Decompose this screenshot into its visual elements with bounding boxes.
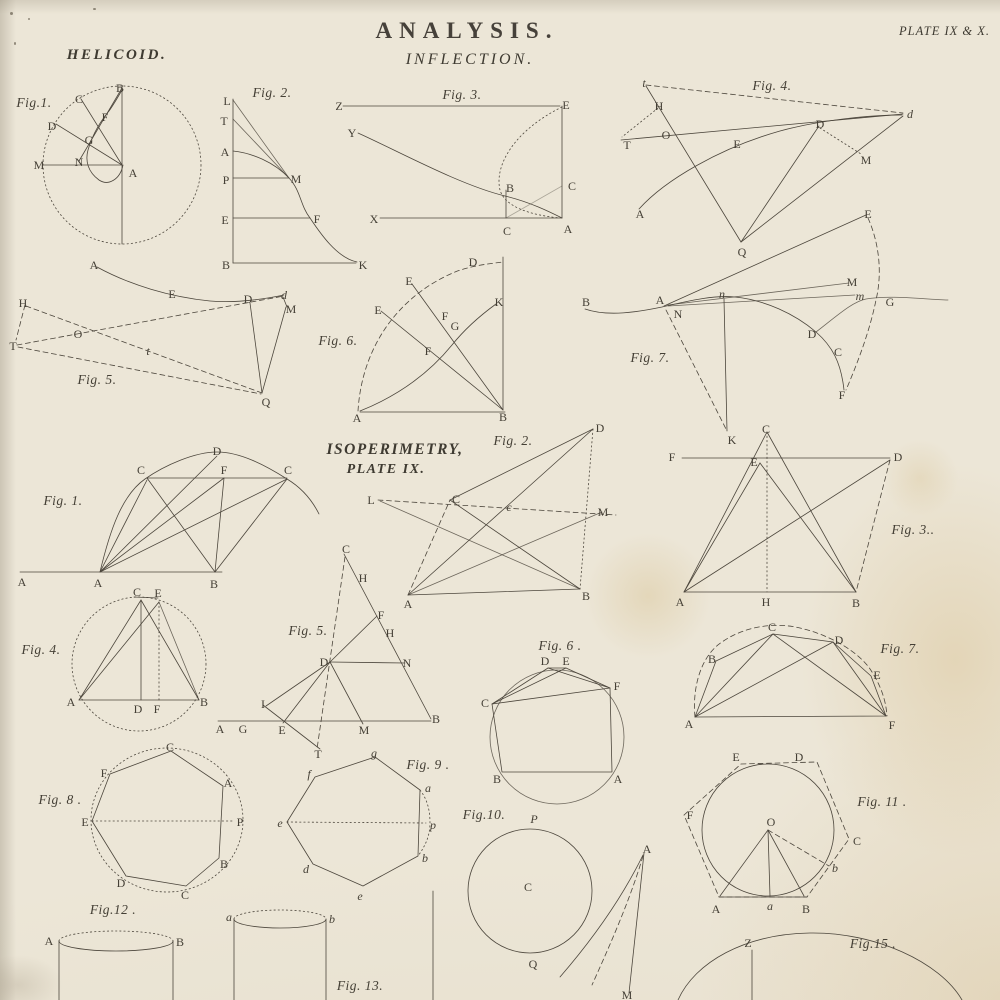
figure-line bbox=[744, 936, 896, 951]
figure-line bbox=[492, 668, 612, 772]
figure-line bbox=[773, 634, 886, 716]
figure-line bbox=[684, 762, 849, 897]
figure-line bbox=[684, 460, 890, 592]
figure-line bbox=[59, 931, 173, 941]
fig-inflection-2 bbox=[220, 85, 367, 272]
figure-line bbox=[92, 751, 223, 886]
figure-line bbox=[408, 512, 602, 595]
figure-line bbox=[287, 822, 426, 823]
point-label: A bbox=[563, 222, 573, 236]
point-label: D bbox=[47, 119, 57, 133]
figure-line bbox=[100, 480, 147, 572]
point-label: b bbox=[329, 912, 335, 926]
point-label: E bbox=[873, 668, 881, 682]
point-label: t bbox=[146, 344, 150, 358]
section-inflection-title: INFLECTION. bbox=[405, 51, 535, 68]
point-label: E bbox=[374, 303, 382, 317]
point-label: K bbox=[358, 258, 368, 272]
point-label: Q bbox=[528, 957, 538, 971]
point-label: D bbox=[794, 750, 804, 764]
figure-caption: Fig.12 . bbox=[89, 902, 137, 917]
point-label: M bbox=[860, 153, 872, 167]
figure-line bbox=[380, 501, 580, 589]
point-label: F bbox=[377, 608, 385, 622]
point-label: d bbox=[281, 288, 287, 302]
point-label: T bbox=[9, 339, 17, 353]
figure-caption: Fig. 1. bbox=[43, 493, 83, 508]
figure-caption: Fig. 2. bbox=[493, 433, 533, 448]
figure-line bbox=[687, 750, 907, 916]
point-label: H bbox=[385, 626, 395, 640]
point-label: M bbox=[33, 158, 45, 172]
point-label: c bbox=[506, 500, 512, 514]
point-label: T bbox=[314, 747, 322, 761]
figure-line bbox=[283, 662, 330, 723]
fig-helicoid-1 bbox=[15, 81, 201, 244]
figure-caption: Fig. 7. bbox=[880, 641, 920, 656]
point-label: C bbox=[567, 179, 577, 193]
figure-line bbox=[250, 303, 262, 393]
figure-line bbox=[9, 258, 296, 409]
figure-line bbox=[100, 478, 224, 572]
fig-isoperimetry-6 bbox=[481, 638, 624, 804]
figure-line bbox=[695, 634, 773, 717]
point-label: C bbox=[502, 224, 512, 238]
point-label: Y bbox=[347, 126, 357, 140]
fig-isoperimetry-2 bbox=[367, 421, 616, 611]
point-label: C bbox=[451, 492, 461, 506]
point-label: A bbox=[635, 207, 645, 221]
point-label: M bbox=[621, 988, 633, 1000]
figure-line bbox=[26, 306, 262, 393]
figure-line bbox=[262, 307, 286, 393]
point-label: t bbox=[642, 76, 646, 90]
point-label: E bbox=[168, 287, 176, 301]
point-label: P bbox=[530, 812, 538, 826]
figure-line bbox=[330, 616, 377, 662]
figure-line bbox=[358, 133, 562, 218]
point-label: B bbox=[219, 857, 229, 871]
point-label: C bbox=[833, 345, 843, 359]
point-label: G bbox=[84, 133, 94, 147]
point-label: O bbox=[766, 815, 776, 829]
page-title: ANALYSIS. bbox=[375, 18, 559, 43]
point-label: D bbox=[212, 444, 222, 458]
point-label: B bbox=[209, 577, 219, 591]
point-label: f bbox=[307, 767, 311, 781]
figure-line bbox=[767, 432, 856, 592]
point-label: L bbox=[367, 493, 375, 507]
point-label: H bbox=[358, 571, 368, 585]
figure-line bbox=[622, 108, 658, 137]
point-label: D bbox=[595, 421, 605, 435]
figure-line bbox=[408, 500, 450, 595]
figure-line bbox=[141, 600, 199, 700]
point-label: L bbox=[223, 94, 231, 108]
figure-line bbox=[16, 305, 25, 340]
figure-line bbox=[216, 542, 440, 761]
point-label: D bbox=[807, 327, 817, 341]
plate-reference: PLATE IX & X. bbox=[898, 24, 990, 38]
point-label: H bbox=[654, 99, 664, 113]
figure-line bbox=[490, 670, 624, 804]
figure-line bbox=[820, 128, 861, 154]
point-label: C bbox=[180, 888, 190, 902]
figure-line bbox=[629, 853, 644, 993]
point-label: d bbox=[303, 862, 309, 876]
point-label: X bbox=[369, 212, 379, 226]
figure-line bbox=[669, 422, 935, 610]
point-label: a bbox=[226, 910, 232, 924]
point-label: F bbox=[613, 679, 621, 693]
fig-isoperimetry-8 bbox=[38, 740, 244, 902]
point-label: D bbox=[834, 633, 844, 647]
figure-line bbox=[215, 478, 224, 572]
point-label: F bbox=[100, 766, 108, 780]
figure-line bbox=[317, 557, 345, 749]
point-label: M bbox=[846, 275, 858, 289]
point-label: Z bbox=[335, 99, 343, 113]
point-label: A bbox=[684, 717, 694, 731]
figure-line bbox=[330, 662, 405, 663]
point-label: O bbox=[73, 327, 83, 341]
section-isoperimetry-title: ISOPERIMETRY, bbox=[326, 441, 464, 458]
figure-line bbox=[358, 262, 503, 411]
point-label: G bbox=[450, 319, 460, 333]
figure-line bbox=[585, 297, 844, 390]
fig-inflection-4 bbox=[621, 76, 914, 259]
point-label: A bbox=[89, 258, 99, 272]
fig-inflection-3 bbox=[335, 87, 576, 238]
fig-inflection-6 bbox=[317, 255, 507, 425]
point-label: A bbox=[220, 145, 230, 159]
point-label: B bbox=[199, 695, 209, 709]
point-label: D bbox=[319, 655, 329, 669]
point-label: A bbox=[128, 166, 138, 180]
figure-line bbox=[582, 207, 895, 447]
figure-line bbox=[668, 295, 855, 306]
figure-line bbox=[846, 218, 879, 390]
point-label: C bbox=[132, 585, 142, 599]
point-label: D bbox=[815, 117, 825, 131]
point-label: C bbox=[523, 880, 533, 894]
fig-isoperimetry-3 bbox=[669, 422, 935, 610]
fig-isoperimetry-5 bbox=[216, 542, 440, 761]
point-label: Z bbox=[744, 936, 752, 950]
point-label: C bbox=[761, 422, 771, 436]
figure-line bbox=[226, 910, 383, 993]
point-label: m bbox=[855, 289, 865, 303]
figure-line bbox=[159, 602, 199, 700]
figure-line bbox=[79, 600, 141, 700]
figure-caption: Fig. 3. bbox=[442, 87, 482, 102]
point-label: B bbox=[505, 181, 515, 195]
fig-inflection-7 bbox=[582, 207, 948, 447]
fig-isoperimetry-1 bbox=[18, 444, 319, 591]
point-label: a bbox=[767, 899, 773, 913]
figure-line bbox=[768, 830, 804, 896]
point-label: B bbox=[801, 902, 811, 916]
point-label: E bbox=[750, 455, 758, 469]
figure-line bbox=[59, 941, 173, 951]
point-label: n bbox=[719, 287, 725, 301]
point-label: C bbox=[480, 696, 490, 710]
point-label: M bbox=[597, 505, 609, 519]
figure-line bbox=[666, 310, 727, 431]
point-label: E bbox=[221, 213, 229, 227]
figure-line bbox=[684, 463, 760, 592]
point-label: A bbox=[711, 902, 721, 916]
point-label: B bbox=[581, 589, 591, 603]
point-label: A bbox=[675, 595, 685, 609]
point-label: M bbox=[290, 172, 302, 186]
point-label: F bbox=[220, 463, 228, 477]
figure-line bbox=[233, 119, 289, 178]
figure-line bbox=[481, 638, 623, 786]
point-label: H bbox=[761, 595, 771, 609]
point-label: D bbox=[133, 702, 143, 716]
point-label: B bbox=[431, 712, 441, 726]
point-label: M bbox=[285, 302, 297, 316]
point-label: B bbox=[851, 596, 861, 610]
figure-caption: Fig. 4. bbox=[21, 642, 61, 657]
figure-line bbox=[97, 267, 284, 302]
figure-line bbox=[378, 500, 616, 515]
point-label: g bbox=[371, 746, 377, 760]
point-label: K bbox=[494, 295, 504, 309]
point-label: d bbox=[907, 107, 913, 121]
figure-line bbox=[724, 299, 727, 431]
point-label: B bbox=[498, 410, 508, 424]
figure-line bbox=[560, 855, 643, 977]
figure-line bbox=[623, 76, 914, 259]
point-label: D bbox=[468, 255, 478, 269]
point-label: N bbox=[402, 656, 412, 670]
figure-line bbox=[462, 807, 539, 971]
point-label: C bbox=[74, 92, 84, 106]
figure-line bbox=[450, 500, 580, 589]
figure-line bbox=[768, 830, 829, 866]
point-label: P bbox=[236, 815, 244, 829]
point-label: e bbox=[357, 889, 363, 903]
figure-caption: Fig.1. bbox=[16, 95, 52, 110]
point-label: D bbox=[893, 450, 903, 464]
figure-line bbox=[330, 662, 363, 724]
figure-line bbox=[678, 933, 962, 1000]
point-label: H bbox=[18, 296, 28, 310]
point-label: E bbox=[733, 137, 741, 151]
point-label: M bbox=[358, 723, 370, 737]
figure-line bbox=[506, 186, 562, 218]
point-label: D bbox=[243, 292, 253, 306]
fig-isoperimetry-4 bbox=[20, 585, 208, 731]
point-label: F bbox=[668, 450, 676, 464]
figure-line bbox=[233, 151, 357, 262]
point-label: T bbox=[220, 114, 228, 128]
point-label: A bbox=[655, 293, 665, 307]
figure-caption: Fig.15 . bbox=[849, 936, 897, 951]
figure-caption: Fig. 9 . bbox=[406, 757, 450, 772]
figure-line bbox=[367, 421, 608, 611]
point-label: C bbox=[767, 620, 777, 634]
section-helicoid-title: HELICOID. bbox=[66, 47, 168, 63]
point-label: G bbox=[885, 295, 895, 309]
figure-caption: Fig. 6 . bbox=[538, 638, 582, 653]
point-label: A bbox=[352, 411, 362, 425]
figure-line bbox=[100, 479, 287, 572]
point-label: D bbox=[116, 876, 126, 890]
point-label: K bbox=[727, 433, 737, 447]
figure-caption: Fig. 6. bbox=[318, 333, 358, 348]
figure-line bbox=[741, 116, 903, 242]
figure-line bbox=[20, 585, 208, 716]
point-label: F bbox=[313, 212, 321, 226]
point-label: C bbox=[341, 542, 351, 556]
point-label: F bbox=[424, 344, 432, 358]
point-label: O bbox=[661, 128, 671, 142]
point-label: C bbox=[136, 463, 146, 477]
figure-line bbox=[408, 589, 580, 595]
figure-line bbox=[79, 88, 122, 161]
figure-line bbox=[234, 919, 326, 928]
point-label: A bbox=[223, 776, 233, 790]
point-label: E bbox=[864, 207, 872, 221]
point-label: p bbox=[430, 818, 436, 832]
figure-line bbox=[580, 429, 593, 589]
fig-isoperimetry-11 bbox=[684, 750, 907, 916]
figure-line bbox=[79, 602, 159, 700]
figure-line bbox=[277, 746, 449, 903]
figure-line bbox=[317, 255, 507, 425]
point-label: F bbox=[888, 718, 896, 732]
point-label: C bbox=[852, 834, 862, 848]
point-label: A bbox=[642, 842, 652, 856]
section-isoperimetry-plate: PLATE IX. bbox=[346, 462, 426, 477]
figure-line bbox=[741, 126, 819, 242]
figure-line bbox=[234, 910, 326, 919]
figure-line bbox=[215, 479, 287, 572]
fig-isoperimetry-9 bbox=[277, 746, 449, 903]
fig-isoperimetry-7 bbox=[685, 620, 920, 732]
point-label: B bbox=[581, 295, 591, 309]
point-label: E bbox=[405, 274, 413, 288]
figure-caption: Fig. 2. bbox=[252, 85, 292, 100]
point-label: F bbox=[686, 808, 694, 822]
point-label: A bbox=[17, 575, 27, 589]
figure-line bbox=[694, 625, 887, 717]
fig-isoperimetry-12 bbox=[45, 902, 184, 1000]
fig-isoperimetry-14 bbox=[560, 842, 652, 1000]
point-label: E bbox=[278, 723, 286, 737]
figure-caption: Fig. 3.. bbox=[891, 522, 935, 537]
point-label: A bbox=[215, 722, 225, 736]
figure-line bbox=[499, 107, 562, 218]
point-label: A bbox=[66, 695, 76, 709]
figure-caption: Fig. 11 . bbox=[857, 794, 907, 809]
point-label: C bbox=[283, 463, 293, 477]
point-label: N bbox=[74, 155, 84, 169]
fig-isoperimetry-10 bbox=[462, 807, 592, 971]
point-label: B bbox=[707, 652, 717, 666]
figure-line bbox=[233, 100, 289, 178]
point-label: P bbox=[222, 173, 230, 187]
point-label: A bbox=[403, 597, 413, 611]
fig-isoperimetry-15 bbox=[678, 933, 962, 1000]
figure-line bbox=[760, 463, 856, 592]
figure-line bbox=[768, 830, 770, 896]
figure-caption: Fig.10. bbox=[462, 807, 506, 822]
point-label: B bbox=[221, 258, 231, 272]
figure-caption: Fig. 8 . bbox=[38, 792, 82, 807]
point-label: I bbox=[261, 697, 265, 711]
point-label: E bbox=[732, 750, 740, 764]
point-label: G bbox=[238, 722, 248, 736]
figure-line bbox=[816, 297, 948, 332]
point-label: C bbox=[165, 740, 175, 754]
point-label: E bbox=[562, 98, 570, 112]
figure-line bbox=[720, 830, 768, 896]
point-label: a bbox=[425, 781, 431, 795]
figure-caption: Fig. 4. bbox=[752, 78, 792, 93]
point-label: e bbox=[277, 816, 283, 830]
figure-line bbox=[664, 215, 866, 306]
figure-line bbox=[492, 688, 610, 704]
point-label: N bbox=[673, 307, 683, 321]
figure-line bbox=[856, 460, 890, 592]
point-label: A bbox=[44, 934, 54, 948]
point-label: E bbox=[81, 815, 89, 829]
point-label: F bbox=[153, 702, 161, 716]
figure-line bbox=[45, 902, 184, 949]
point-label: F bbox=[101, 110, 109, 124]
point-label: F bbox=[441, 309, 449, 323]
point-label: A bbox=[613, 772, 623, 786]
point-label: B bbox=[175, 935, 185, 949]
point-label: E bbox=[154, 586, 162, 600]
figure-caption: Fig. 5. bbox=[288, 623, 328, 638]
figure-caption: Fig. 5. bbox=[77, 372, 117, 387]
point-label: b bbox=[832, 861, 838, 875]
point-label: E bbox=[562, 654, 570, 668]
point-label: B bbox=[492, 772, 502, 786]
point-label: A bbox=[93, 576, 103, 590]
figure-caption: Fig. 13. bbox=[336, 978, 384, 993]
figure-caption: Fig. 7. bbox=[630, 350, 670, 365]
point-label: D bbox=[540, 654, 550, 668]
figure-line bbox=[18, 347, 261, 394]
point-label: Q bbox=[737, 245, 747, 259]
point-label: T bbox=[623, 138, 631, 152]
figure-line bbox=[592, 856, 643, 985]
point-label: B bbox=[115, 81, 125, 95]
fig-isoperimetry-13 bbox=[226, 891, 433, 1000]
point-label: F bbox=[838, 388, 846, 402]
figure-line bbox=[548, 668, 610, 688]
point-label: b bbox=[422, 851, 428, 865]
fig-inflection-5 bbox=[9, 258, 296, 409]
figure-line bbox=[100, 456, 217, 572]
point-label: Q bbox=[261, 395, 271, 409]
